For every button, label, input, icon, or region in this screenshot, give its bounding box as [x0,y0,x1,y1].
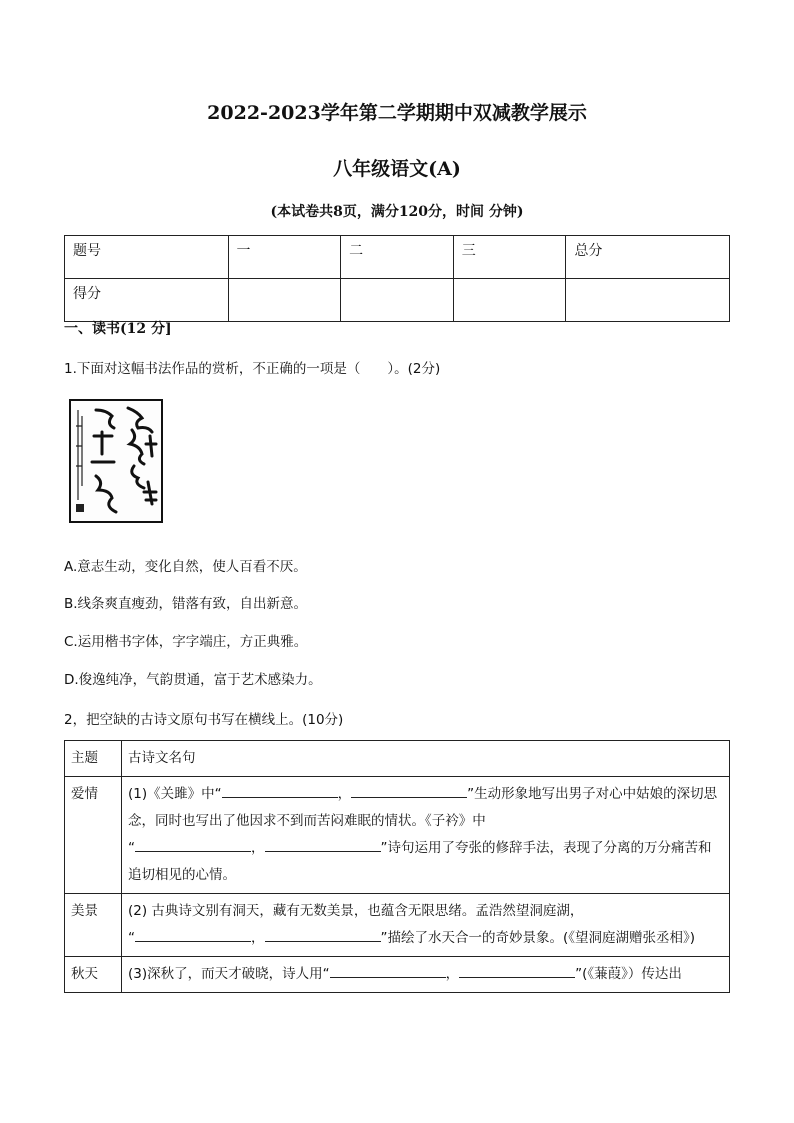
text-fragment: ”描绘了水天合一的奇妙景象。(《望洞庭湖赠张丞相》) [380,930,696,946]
score-header-cell: 二 [341,236,454,279]
score-row-label: 得分 [65,279,229,322]
answer-blank[interactable] [135,837,251,852]
comma: ， [337,786,352,802]
quote-cell [122,777,730,894]
answer-blank[interactable] [265,927,381,942]
section-heading: 一、读书(12 分] [64,321,172,337]
option-d: D.俊逸纯净，气韵贯通，富于艺术感染力。 [64,672,322,688]
text-fragment: (1)《关雎》中“ [128,786,222,802]
score-header-row [65,236,730,279]
text-fragment: (2) 古典诗文别有洞天，藏有无数美景，也蕴含无限思绪。孟浩然望洞庭湖， [128,903,584,919]
score-table [64,235,730,322]
score-value-row [65,279,730,322]
theme-cell: 秋天 [65,957,122,993]
answer-blank[interactable] [265,837,381,852]
answer-blank[interactable] [459,963,575,978]
header-theme: 主题 [65,741,122,777]
option-a: A.意志生动，变化自然，使人百看不厌。 [64,559,307,575]
score-header-cell: 总分 [566,236,730,279]
answer-blank[interactable] [330,963,446,978]
answer-blank[interactable] [222,783,338,798]
poetry-row-scenery [65,894,730,957]
quote-cell [122,957,730,993]
exam-subtitle: 八年级语文(A) [333,158,461,180]
quote-cell [122,894,730,957]
question-1: 1.下面对这幅书法作品的赏析，不正确的一项是（ ）。(2分) [64,361,441,377]
theme-cell: 爱情 [65,777,122,894]
poetry-header-row [65,741,730,777]
poetry-row-autumn [65,957,730,993]
answer-blank[interactable] [135,927,251,942]
header-quotes: 古诗文名句 [122,741,730,777]
score-cell[interactable] [228,279,341,322]
exam-title: 2022-2023学年第二学期期中双减教学展示 [207,102,587,124]
exam-note: (本试卷共8页，满分120分，时间 分钟) [270,204,524,220]
score-header-cell: 一 [228,236,341,279]
text-fragment: ”(《蒹葭》）传达出 [575,966,682,982]
poetry-row-love [65,777,730,894]
score-cell[interactable] [566,279,730,322]
score-cell[interactable] [341,279,454,322]
calligraphy-image [66,396,166,526]
score-header-cell: 题号 [65,236,229,279]
poetry-table [64,740,730,993]
score-header-cell: 三 [453,236,566,279]
score-cell[interactable] [453,279,566,322]
comma: ， [445,966,460,982]
answer-blank[interactable] [351,783,467,798]
question-2: 2，把空缺的古诗文原句书写在横线上。(10分) [64,712,344,728]
option-c: C.运用楷书字体，字字端庄，方正典雅。 [64,634,308,650]
text-fragment: “ [128,840,135,856]
option-b: B.线条爽直瘦劲，错落有致，自出新意。 [64,596,308,612]
text-fragment: ”诗句运用了夸张的修辞手法，表现了分离的万分痛苦和追切相见的心情。 [128,840,712,883]
text-fragment: ”生动形象地写出男子对心中姑娘的深切思念，同时也写出了他因求不到而苦闷难眠的情状。《子衿》中 [128,786,718,829]
text-fragment: (3)深秋了，而天才破晓，诗人用“ [128,966,330,982]
comma: ， [251,930,265,946]
comma: ， [251,840,265,856]
theme-cell: 美景 [65,894,122,957]
text-fragment: “ [128,930,135,946]
